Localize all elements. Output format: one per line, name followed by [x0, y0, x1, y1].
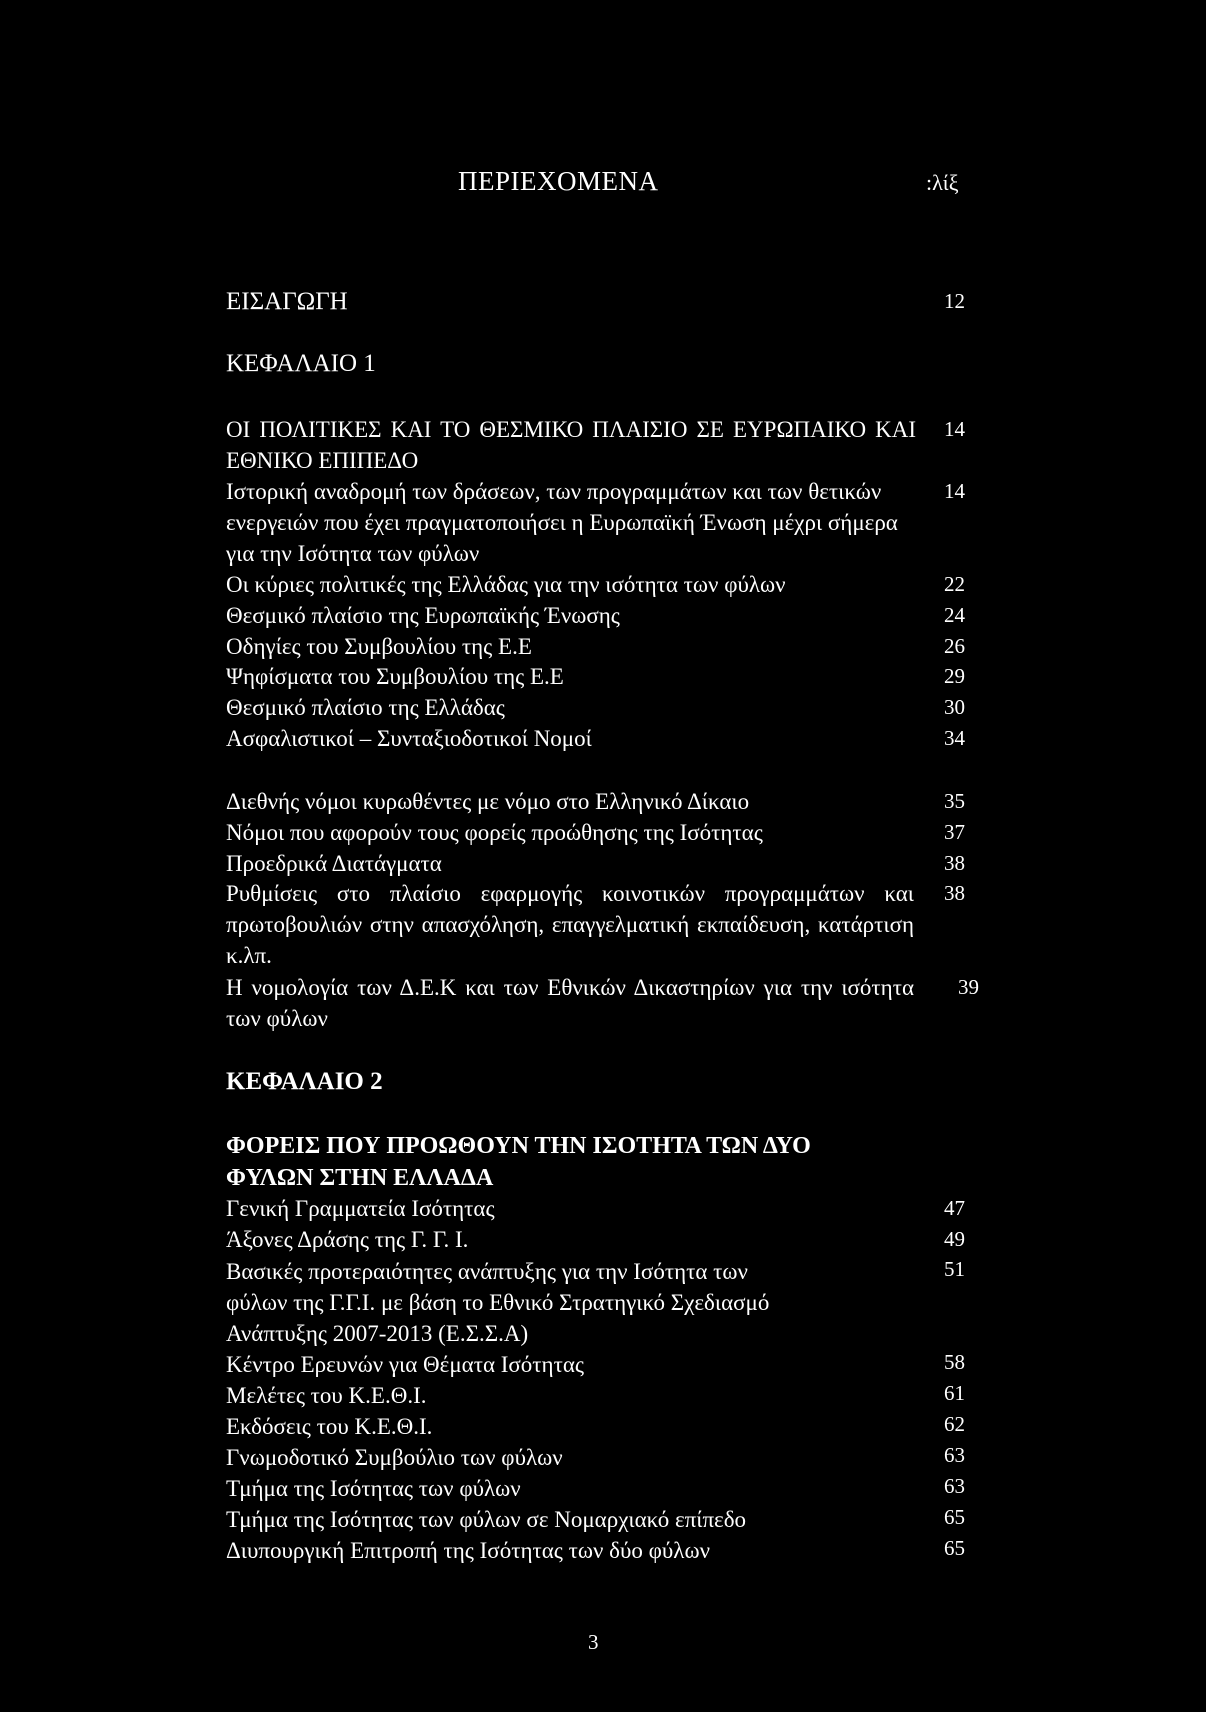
toc-entry: Τμήμα της Ισότητας των φύλων σε Νομαρχιακό επίπεδο — [226, 1507, 747, 1532]
toc-entry: Η νομολογία των Δ.Ε.Κ και των Εθνικών Δικαστηρίων για την ισότητα των φύλων — [226, 975, 914, 1031]
chapter2-heading: ΚΕΦΑΛΑΙΟ 2 — [226, 1068, 383, 1095]
toc-entry-page: 35 — [944, 789, 965, 813]
toc-entry-page: 49 — [944, 1227, 965, 1251]
toc-entry-page: 63 — [944, 1474, 965, 1498]
toc-entry-page: 24 — [944, 603, 965, 627]
toc-entry: Ψηφίσματα του Συμβουλίου της Ε.Ε — [226, 664, 564, 689]
chapter1-section-title: ΟΙ ΠΟΛΙΤΙΚΕΣ ΚΑΙ ΤΟ ΘΕΣΜΙΚΟ ΠΛΑΙΣΙΟ ΣΕ ΕΥΡΩΠΑΙΚΟ ΚΑΙ ΕΘΝΙΚΟ ΕΠΙΠΕΔΟ — [226, 417, 916, 473]
toc-entry-page: 30 — [944, 695, 965, 719]
toc-entry: Ασφαλιστικοί – Συνταξιοδοτικοί Νομοί — [226, 726, 592, 751]
toc-entry: Ρυθμίσεις στο πλαίσιο εφαρμογής κοινοτικών προγραμμάτων και πρωτοβουλιών στην απασχόληση, επαγγελματική εκπαίδευση, κατάρτιση κ.λπ. — [226, 881, 914, 968]
toc-entry: Προεδρικά Διατάγματα — [226, 851, 442, 876]
toc-entry: Οδηγίες του Συμβουλίου της Ε.Ε — [226, 634, 532, 659]
toc-entry-line: Βασικές προτεραιότητες ανάπτυξης για την Ισότητα των — [226, 1259, 748, 1284]
toc-entry-line: φύλων της Γ.Γ.Ι. με βάση το Εθνικό Στρατηγικό Σχεδιασμό — [226, 1290, 770, 1315]
corner-mark: :λίξ — [926, 170, 959, 195]
chapter1-heading: ΚΕΦΑΛΑΙΟ 1 — [226, 350, 376, 377]
toc-entry-page: 47 — [944, 1196, 965, 1220]
toc-entry-line: Ανάπτυξης 2007-2013 (Ε.Σ.Σ.Α) — [226, 1321, 529, 1346]
toc-entry-page: 51 — [944, 1257, 965, 1281]
toc-entry: Γνωμοδοτικό Συμβούλιο των φύλων — [226, 1445, 563, 1470]
intro-heading: ΕΙΣΑΓΩΓΗ — [226, 288, 348, 315]
toc-entry: Μελέτες του Κ.Ε.Θ.Ι. — [226, 1383, 427, 1408]
toc-entry: Εκδόσεις του Κ.Ε.Θ.Ι. — [226, 1414, 433, 1439]
toc-entry: Διεθνής νόμοι κυρωθέντες με νόμο στο Ελληνικό Δίκαιο — [226, 789, 750, 814]
toc-entry-page: 38 — [944, 881, 965, 905]
chapter2-section-title-line2: ΦΥΛΩΝ ΣΤΗΝ ΕΛΛΑΔΑ — [226, 1165, 494, 1191]
toc-entry: Άξονες Δράσης της Γ. Γ. Ι. — [226, 1227, 469, 1252]
toc-entry-page: 22 — [944, 572, 965, 596]
toc-entry-page: 39 — [958, 975, 979, 999]
chapter2-section-title-line1: ΦΟΡΕΙΣ ΠΟΥ ΠΡΟΩΘΟΥΝ ΤΗΝ ΙΣΟΤΗΤΑ ΤΩΝ ΔΥΟ — [226, 1133, 811, 1159]
toc-entry-page: 58 — [944, 1350, 965, 1374]
toc-entry: Οι κύριες πολιτικές της Ελλάδας για την ισότητα των φύλων — [226, 572, 786, 597]
toc-entry-page: 26 — [944, 634, 965, 658]
toc-entry: Νόμοι που αφορούν τους φορείς προώθησης της Ισότητας — [226, 820, 763, 845]
toc-entry: Θεσμικό πλαίσιο της Ελλάδας — [226, 695, 505, 720]
toc-entry-page: 38 — [944, 851, 965, 875]
toc-entry-page: 62 — [944, 1412, 965, 1436]
toc-entry: Ιστορική αναδρομή των δράσεων, των προγραμμάτων και των θετικών ενεργειών που έχει πραγματοποιήσει η Ευρωπαϊκή Ένωση μέχρι σήμερα για την Ισότητα των φύλων — [226, 479, 898, 566]
page-title: ΠΕΡΙΕΧΟΜΕΝΑ — [458, 166, 659, 196]
intro-page: 12 — [944, 289, 965, 313]
toc-entry: Διυπουργική Επιτροπή της Ισότητας των δύο φύλων — [226, 1538, 710, 1563]
chapter1-section-page: 14 — [944, 417, 965, 441]
toc-entry-page: 14 — [944, 479, 965, 503]
toc-entry-page: 61 — [944, 1381, 965, 1405]
toc-entry-page: 63 — [944, 1443, 965, 1467]
footer-page-number: 3 — [588, 1630, 599, 1654]
toc-entry: Κέντρο Ερευνών για Θέματα Ισότητας — [226, 1352, 584, 1377]
toc-entry: Γενική Γραμματεία Ισότητας — [226, 1196, 495, 1221]
toc-entry-page: 34 — [944, 726, 965, 750]
toc-entry-page: 37 — [944, 820, 965, 844]
toc-entry-page: 65 — [944, 1536, 965, 1560]
toc-entry-page: 29 — [944, 664, 965, 688]
toc-entry: Τμήμα της Ισότητας των φύλων — [226, 1476, 521, 1501]
toc-entry: Θεσμικό πλαίσιο της Ευρωπαϊκής Ένωσης — [226, 603, 620, 628]
toc-entry-page: 65 — [944, 1505, 965, 1529]
